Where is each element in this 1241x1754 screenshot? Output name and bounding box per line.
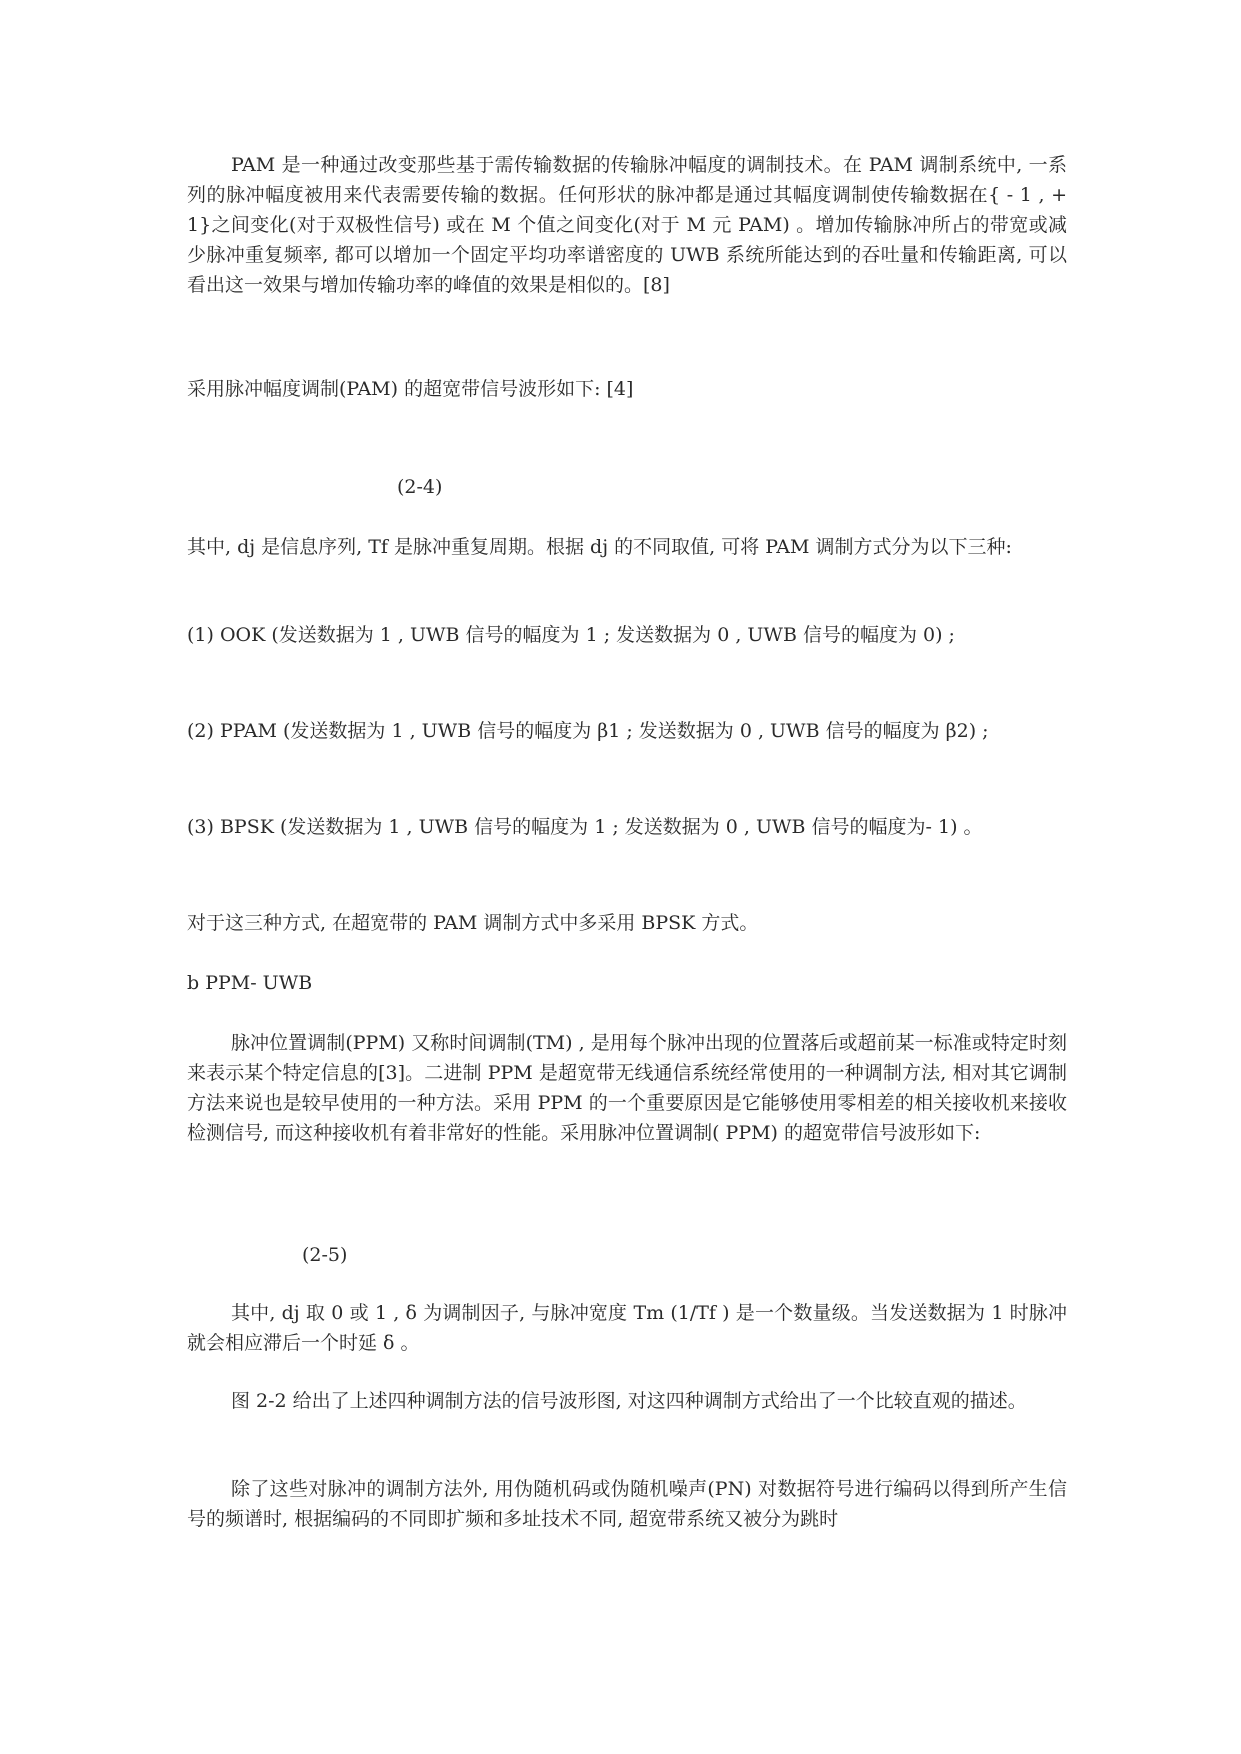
paragraph-ppm-where: 其中, dj 取 0 或 1 , δ 为调制因子, 与脉冲宽度 Tm (1/Tf ) 是一个数量级。当发送数据为 1 时脉冲就会相应滞后一个时延 δ 。 — [187, 1302, 1067, 1354]
equation-label-2-5: (2-5) — [302, 1244, 348, 1266]
paragraph-pam-intro: PAM 是一种通过改变那些基于需传输数据的传输脉冲幅度的调制技术。在 PAM 调制系统中, 一系列的脉冲幅度被用来代表需要传输的数据。任何形状的脉冲都是通过其幅度调制使传输数据在{ - 1 , + 1}之间变化(对于双极性信号) 或在 M 个值之间变化(对于 M 元 PAM) 。增加传输脉冲所占的带宽或减少脉冲重复频率, 都可以增加一个固定平均功率谱密度的 UWB 系统所能达到的吞吐量和传输距离, 可以看出这一效果与增加传输功率的峰值的效果是相似的。[8] — [187, 154, 1067, 296]
paragraph-pam-waveform: 采用脉冲幅度调制(PAM) 的超宽带信号波形如下: [4] — [187, 378, 634, 400]
list-item-ook: (1) OOK (发送数据为 1 , UWB 信号的幅度为 1 ; 发送数据为 0 , UWB 信号的幅度为 0) ; — [187, 624, 955, 646]
paragraph-pam-summary: 对于这三种方式, 在超宽带的 PAM 调制方式中多采用 BPSK 方式。 — [187, 912, 759, 934]
paragraph-figure-reference: 图 2-2 给出了上述四种调制方法的信号波形图, 对这四种调制方式给出了一个比较直观的描述。 — [231, 1390, 1027, 1412]
paragraph-ppm-intro: 脉冲位置调制(PPM) 又称时间调制(TM) , 是用每个脉冲出现的位置落后或超前某一标准或特定时刻来表示某个特定信息的[3]。二进制 PPM 是超宽带无线通信系统经常使用的一种调制方法, 相对其它调制方法来说也是较早使用的一种方法。采用 PPM 的一个重要原因是它能够使用零相差的相关接收机来接收检测信号, 而这种接收机有着非常好的性能。采用脉冲位置调制( PPM) 的超宽带信号波形如下: — [187, 1032, 1067, 1144]
list-item-ppam: (2) PPAM (发送数据为 1 , UWB 信号的幅度为 β1 ; 发送数据为 0 , UWB 信号的幅度为 β2) ; — [187, 720, 989, 742]
equation-label-2-4: (2-4) — [397, 476, 443, 498]
list-item-bpsk: (3) BPSK (发送数据为 1 , UWB 信号的幅度为 1 ; 发送数据为 0 , UWB 信号的幅度为- 1) 。 — [187, 816, 983, 838]
paragraph-pn-intro: 除了这些对脉冲的调制方法外, 用伪随机码或伪随机噪声(PN) 对数据符号进行编码以得到所产生信号的频谱时, 根据编码的不同即扩频和多址技术不同, 超宽带系统又被分为跳时 — [187, 1478, 1067, 1530]
paragraph-pam-where: 其中, dj 是信息序列, Tf 是脉冲重复周期。根据 dj 的不同取值, 可将 PAM 调制方式分为以下三种: — [187, 536, 1012, 558]
section-heading-ppm-uwb: b PPM- UWB — [187, 972, 313, 994]
